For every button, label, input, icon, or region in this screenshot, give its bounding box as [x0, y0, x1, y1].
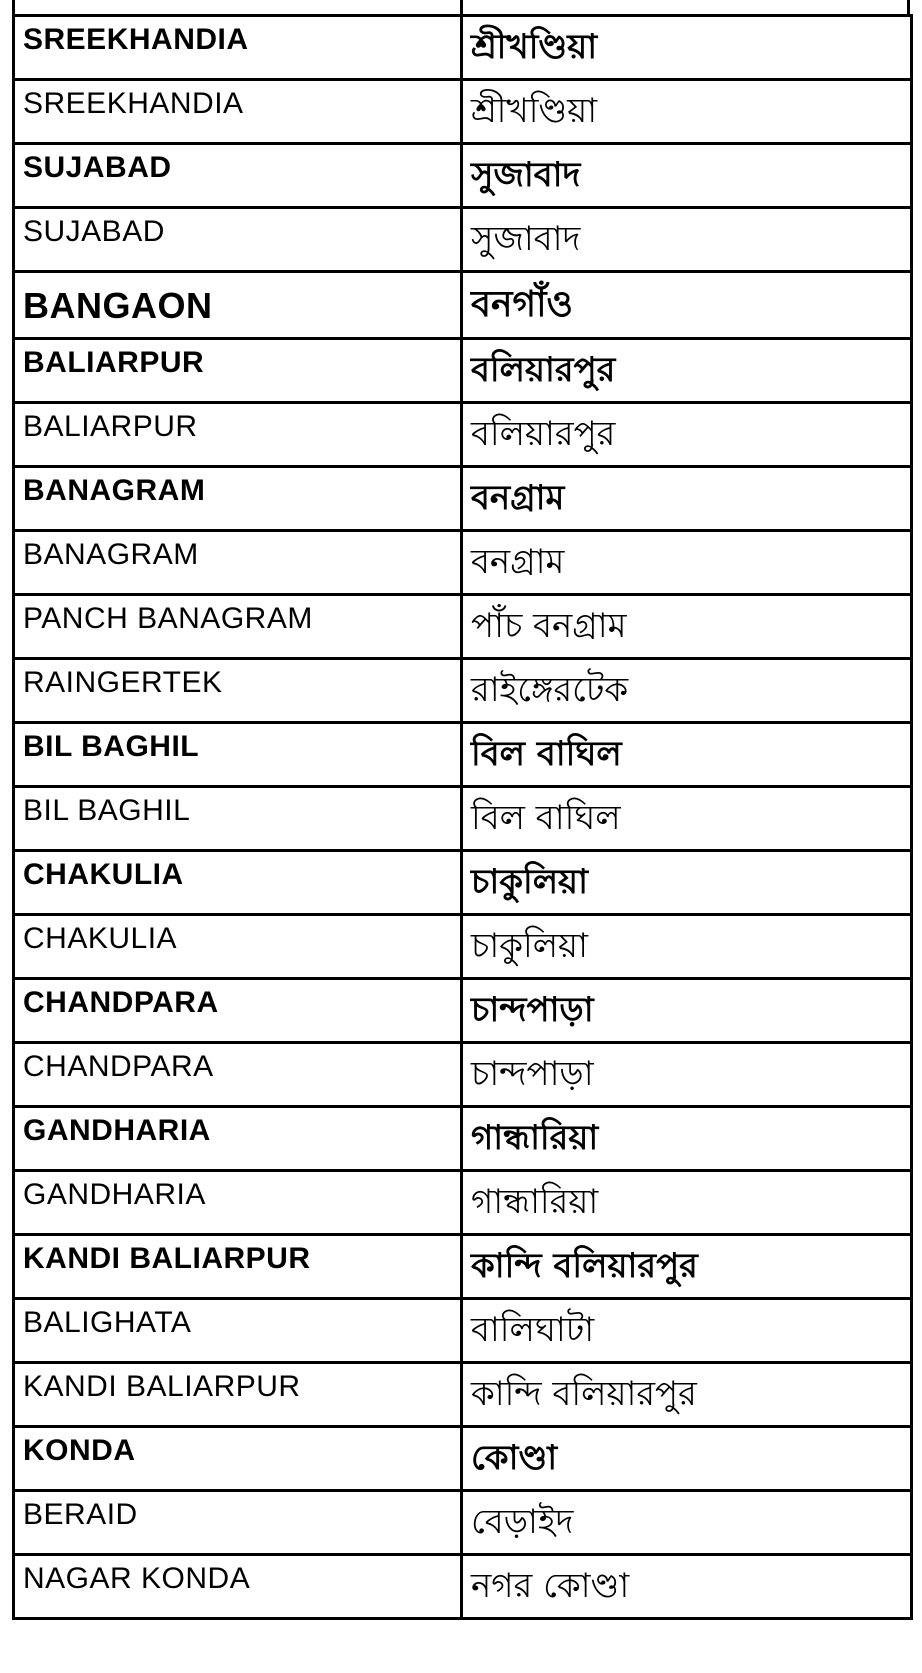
english-name-cell: [14, 1427, 462, 1491]
english-name: BIL BAGHIL: [23, 794, 191, 827]
bengali-name-cell: [462, 659, 912, 723]
table-row: [14, 144, 912, 208]
table-body: [14, 16, 912, 1619]
english-name-cell: [14, 915, 462, 979]
table-row: [14, 1491, 912, 1555]
bengali-name-cell: [462, 531, 912, 595]
english-name: NAGAR KONDA: [23, 1562, 251, 1595]
english-name: CHAKULIA: [23, 922, 178, 955]
table-row: [14, 1107, 912, 1171]
bengali-name-cell: [462, 208, 912, 272]
bengali-name-cell: [462, 1043, 912, 1107]
table-row: [14, 16, 912, 80]
english-name: CHANDPARA: [23, 1050, 214, 1083]
bengali-name-cell: [462, 272, 912, 339]
english-name-cell: [14, 659, 462, 723]
bengali-name-cell: [462, 403, 912, 467]
place-names-table: [12, 14, 913, 1620]
bengali-name-cell: [462, 1171, 912, 1235]
table-row: [14, 1043, 912, 1107]
english-name: GANDHARIA: [23, 1178, 206, 1211]
bengali-name: রাইঙ্গেরটেক: [471, 670, 629, 710]
english-name-cell: [14, 16, 462, 80]
table-row: [14, 723, 912, 787]
english-name: CHAKULIA: [23, 858, 184, 891]
table-row: [14, 1171, 912, 1235]
bengali-name: বনগাঁও: [471, 284, 574, 325]
bengali-name-cell: [462, 915, 912, 979]
bengali-name-cell: [462, 979, 912, 1043]
bengali-name: পাঁচ বনগ্রাম: [471, 606, 627, 646]
english-name: SUJABAD: [23, 215, 165, 248]
english-name-cell: [14, 787, 462, 851]
bengali-name-cell: [462, 723, 912, 787]
english-name: BALIARPUR: [23, 346, 205, 379]
table-row: [14, 851, 912, 915]
bengali-name: বালিঘাটা: [471, 1310, 595, 1350]
english-name-cell: [14, 1043, 462, 1107]
english-name-cell: [14, 1491, 462, 1555]
english-name-cell: [14, 339, 462, 403]
bengali-name-cell: [462, 1299, 912, 1363]
bengali-name: বেড়াইদ: [471, 1502, 574, 1542]
english-name-cell: [14, 851, 462, 915]
english-name: GANDHARIA: [23, 1114, 211, 1147]
bengali-name: বিল বাঘিল: [471, 734, 622, 774]
english-name-cell: [14, 1107, 462, 1171]
bengali-name: চাকুলিয়া: [471, 862, 588, 902]
bengali-name: নগর কোণ্ডা: [471, 1566, 630, 1606]
bengali-name-cell: [462, 467, 912, 531]
table-row: [14, 467, 912, 531]
english-name: BANAGRAM: [23, 474, 206, 507]
english-name-cell: [14, 1363, 462, 1427]
english-name: BALIGHATA: [23, 1306, 192, 1339]
english-name-cell: [14, 403, 462, 467]
table-row: [14, 339, 912, 403]
bengali-name: শ্রীখণ্ডিয়া: [471, 27, 598, 67]
table-top-edge: [12, 0, 910, 14]
english-name-cell: [14, 1299, 462, 1363]
bengali-name-cell: [462, 144, 912, 208]
bengali-name-cell: [462, 1491, 912, 1555]
bengali-name-cell: [462, 80, 912, 144]
english-name-cell: [14, 595, 462, 659]
bengali-name-cell: [462, 787, 912, 851]
table-row: [14, 1363, 912, 1427]
table-row: [14, 531, 912, 595]
english-name: BANGAON: [23, 285, 213, 326]
table-row: [14, 272, 912, 339]
bengali-name: সুজাবাদ: [471, 155, 581, 195]
english-name-cell: [14, 531, 462, 595]
bengali-name: চান্দপাড়া: [471, 1054, 594, 1094]
english-name-cell: [14, 979, 462, 1043]
bengali-name-cell: [462, 851, 912, 915]
table-row: [14, 1555, 912, 1619]
table-row: [14, 1235, 912, 1299]
english-name: CHANDPARA: [23, 986, 219, 1019]
bengali-name: শ্রীখণ্ডিয়া: [471, 91, 598, 131]
english-name-cell: [14, 1555, 462, 1619]
english-name: PANCH BANAGRAM: [23, 602, 313, 635]
bengali-name: কান্দি বলিয়ারপুর: [471, 1246, 698, 1286]
english-name-cell: [14, 723, 462, 787]
bengali-name: চান্দপাড়া: [471, 990, 594, 1030]
bengali-name: বনগ্রাম: [471, 542, 565, 582]
bengali-name: সুজাবাদ: [471, 219, 581, 259]
table-row: [14, 1427, 912, 1491]
english-name: SUJABAD: [23, 151, 172, 184]
table-row: [14, 915, 912, 979]
english-name-cell: [14, 144, 462, 208]
english-name-cell: [14, 272, 462, 339]
english-name-cell: [14, 467, 462, 531]
bengali-name: বলিয়ারপুর: [471, 350, 616, 390]
bengali-name: কান্দি বলিয়ারপুর: [471, 1374, 697, 1414]
english-name: KANDI BALIARPUR: [23, 1242, 311, 1275]
bengali-name: বনগ্রাম: [471, 478, 565, 518]
english-name-cell: [14, 1171, 462, 1235]
english-name: BERAID: [23, 1498, 138, 1531]
table-row: [14, 403, 912, 467]
english-name-cell: [14, 1235, 462, 1299]
english-name: KONDA: [23, 1434, 136, 1467]
english-name: KANDI BALIARPUR: [23, 1370, 301, 1403]
english-name-cell: [14, 80, 462, 144]
bengali-name-cell: [462, 1107, 912, 1171]
bengali-name-cell: [462, 16, 912, 80]
bengali-name-cell: [462, 339, 912, 403]
table-row: [14, 979, 912, 1043]
english-name: BIL BAGHIL: [23, 730, 200, 763]
bengali-name-cell: [462, 1555, 912, 1619]
bengali-name: গান্ধারিয়া: [471, 1182, 599, 1222]
english-name: RAINGERTEK: [23, 666, 223, 699]
bengali-name: চাকুলিয়া: [471, 926, 588, 966]
table-row: [14, 1299, 912, 1363]
column-divider: [460, 0, 463, 14]
bengali-name-cell: [462, 1235, 912, 1299]
table-row: [14, 80, 912, 144]
table-row: [14, 787, 912, 851]
bengali-name-cell: [462, 1363, 912, 1427]
english-name-cell: [14, 208, 462, 272]
table-row: [14, 659, 912, 723]
bengali-name-cell: [462, 595, 912, 659]
table-row: [14, 208, 912, 272]
english-name: SREEKHANDIA: [23, 23, 249, 56]
bengali-name: কোণ্ডা: [471, 1438, 558, 1478]
table-row: [14, 595, 912, 659]
bengali-name: গান্ধারিয়া: [471, 1118, 599, 1158]
english-name: BANAGRAM: [23, 538, 199, 571]
bengali-name: বলিয়ারপুর: [471, 414, 616, 454]
bengali-name: বিল বাঘিল: [471, 798, 621, 838]
english-name: BALIARPUR: [23, 410, 198, 443]
bengali-name-cell: [462, 1427, 912, 1491]
english-name: SREEKHANDIA: [23, 87, 244, 120]
